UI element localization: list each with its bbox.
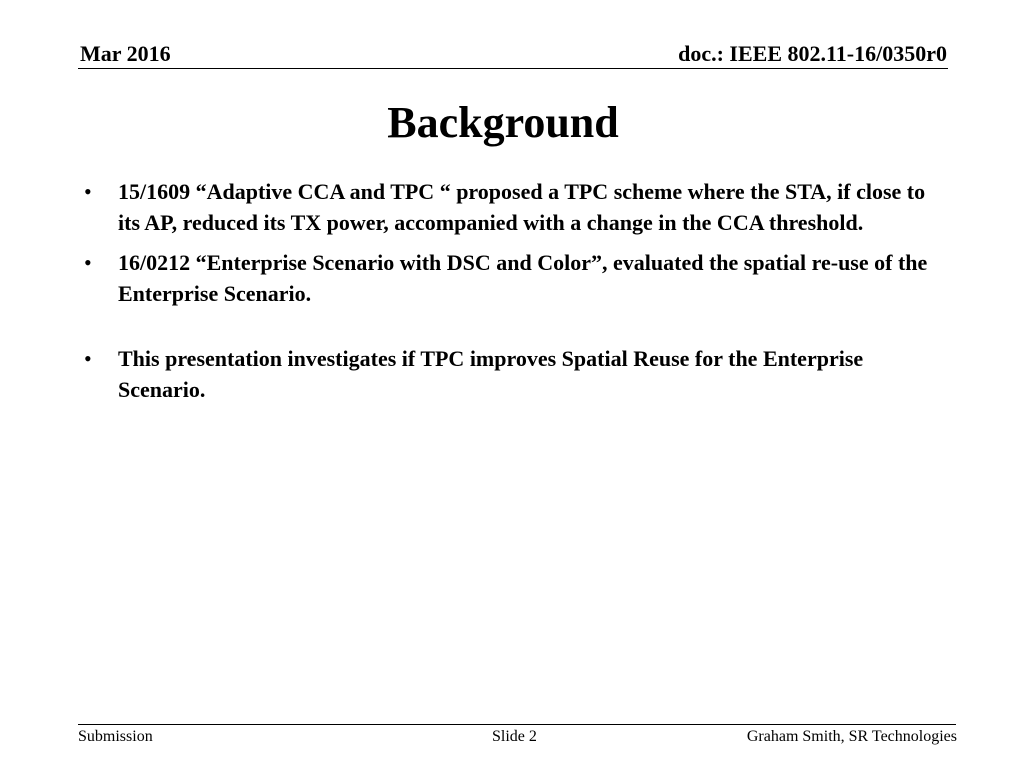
bullet-text: This presentation investigates if TPC improves Spatial Reuse for the Enterprise Scenario.: [118, 346, 864, 402]
footer-divider: [78, 724, 956, 725]
header-date: Mar 2016: [80, 41, 171, 66]
header-divider: [78, 68, 948, 69]
bullet-item: [78, 248, 938, 309]
slide-title: Background: [387, 98, 619, 147]
footer-author: Graham Smith, SR Technologies: [746, 728, 957, 745]
bullet-item: [78, 177, 938, 238]
bullet-item: [78, 344, 938, 405]
bullet-marker: •: [84, 179, 92, 204]
header-doc-id: doc.: IEEE 802.11-16/0350r0: [678, 41, 947, 66]
bullet-text: 16/0212 “Enterprise Scenario with DSC and Color”, evaluated the spatial re-use of the Enterprise Scenario.: [118, 250, 928, 306]
bullet-marker: •: [84, 346, 92, 371]
footer-slide-number: Slide 2: [492, 728, 537, 745]
footer-submission: Submission: [78, 728, 153, 745]
bullet-text: 15/1609 “Adaptive CCA and TPC “ proposed a TPC scheme where the STA, if close to its AP, reduced its TX power, accompanied with a change in the CCA threshold.: [118, 179, 926, 235]
bullet-list: [78, 177, 938, 405]
bullet-marker: •: [84, 250, 92, 275]
